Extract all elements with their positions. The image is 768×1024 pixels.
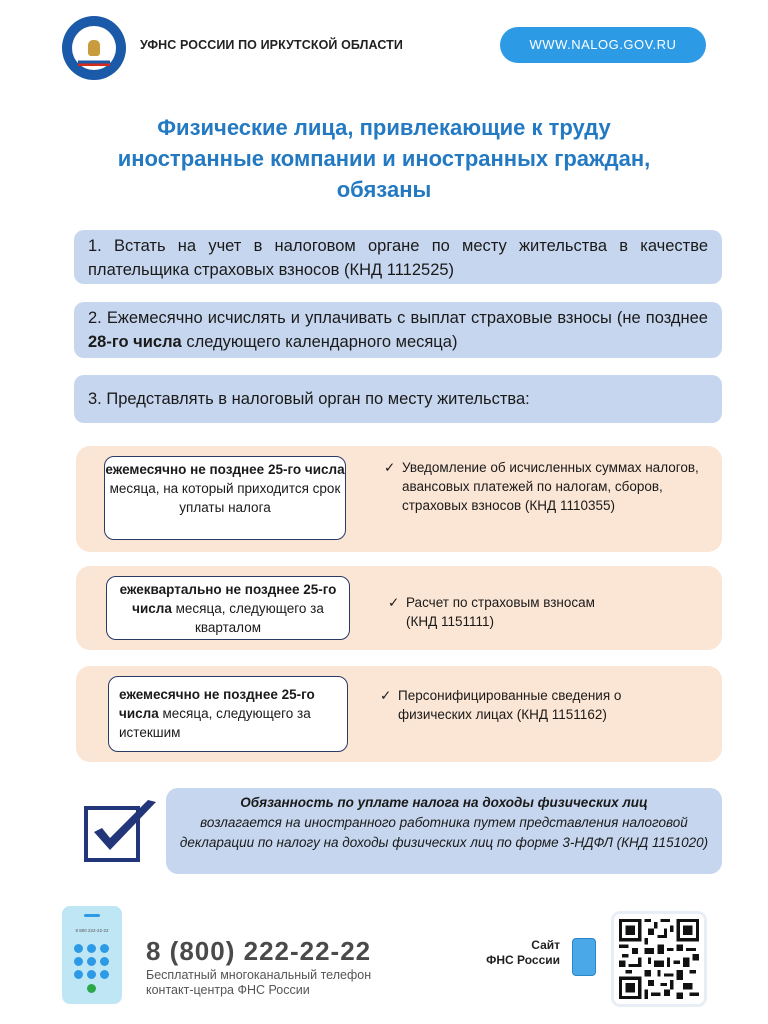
hotline-desc-line: Бесплатный многоканальный телефон — [146, 968, 372, 982]
step-1-text: 1. Встать на учет в налоговом органе по месту жительства в качестве плательщика страховых взносов (КНД 1112525) — [88, 237, 708, 279]
step-3-box — [74, 375, 722, 423]
document-name: Персонифицированные сведения о физических лицах (КНД 1151162) — [398, 688, 622, 722]
checkmark-icon: ✓ — [384, 460, 396, 475]
checkmark-icon: ✓ — [380, 688, 392, 703]
report-deadline-box — [106, 576, 350, 640]
big-check-icon — [84, 798, 160, 866]
phone-icon-number: 8 800 222-22-22 — [75, 928, 109, 933]
deadline-bold: ежемесячно не позднее 25-го числа — [119, 687, 315, 721]
page-title — [60, 112, 708, 205]
step-2-box — [74, 302, 722, 358]
document-name: Расчет по страховым взносам (КНД 1151111) — [406, 595, 595, 629]
step-2-deadline: 28-го числа — [88, 333, 182, 351]
hotline-description — [146, 968, 371, 998]
report-document — [388, 593, 708, 633]
deadline-rest: месяца, на который приходится срок уплаты налога — [109, 481, 341, 515]
obligation-text: возлагается на иностранного работника путем представления налоговой декларации по налогу на доходы физических лиц по форме 3-НДФЛ (КНД 1151020) — [179, 815, 709, 850]
deadline-rest: месяца, следующего за кварталом — [171, 601, 324, 635]
obligation-box — [166, 788, 722, 874]
step-3-text: 3. Представлять в налоговый орган по месту жительства: — [88, 390, 530, 408]
qr-code-icon[interactable] — [614, 914, 704, 1004]
deadline-bold: ежеквартально не позднее 25-го числа — [119, 582, 337, 616]
org-name: УФНС РОССИИ ПО ИРКУТСКОЙ ОБЛАСТИ — [140, 38, 403, 52]
fns-emblem-icon — [62, 16, 126, 80]
report-deadline-box — [108, 676, 348, 752]
step-1-box — [74, 230, 722, 284]
step-2-text-end: следующего календарного месяца) — [181, 333, 458, 351]
step-2-text: 2. Ежемесячно исчислять и уплачивать с выплат страховые взносы (не позднее — [88, 309, 708, 327]
document-name: Уведомление об исчисленных суммах налогов, авансовых платежей по налогам, сборов, страховых взносов (КНД 1110355) — [402, 460, 699, 513]
report-document — [380, 686, 700, 746]
hotline-desc-line: контакт-центра ФНС России — [146, 983, 310, 997]
phone-icon — [62, 906, 122, 1004]
site-label-line: ФНС России — [486, 953, 560, 967]
site-link-button[interactable]: WWW.NALOG.GOV.RU — [500, 27, 706, 63]
obligation-bold: Обязанность по уплате налога на доходы физических лиц — [240, 795, 648, 810]
site-label-line: Сайт — [531, 938, 560, 952]
report-deadline-box — [104, 456, 346, 540]
site-label — [440, 938, 560, 968]
report-document — [384, 458, 704, 542]
checkmark-icon: ✓ — [388, 595, 400, 610]
title-line: обязаны — [336, 177, 432, 202]
hotline-phone[interactable]: 8 (800) 222-22-22 — [146, 936, 372, 966]
title-line: иностранные компании и иностранных граждан, — [117, 146, 651, 171]
smartphone-icon — [572, 938, 596, 976]
deadline-rest: месяца, следующего за истекшим — [119, 706, 311, 740]
deadline-bold: ежемесячно не позднее 25-го числа — [105, 462, 345, 477]
title-line: Физические лица, привлекающие к труду — [157, 115, 611, 140]
